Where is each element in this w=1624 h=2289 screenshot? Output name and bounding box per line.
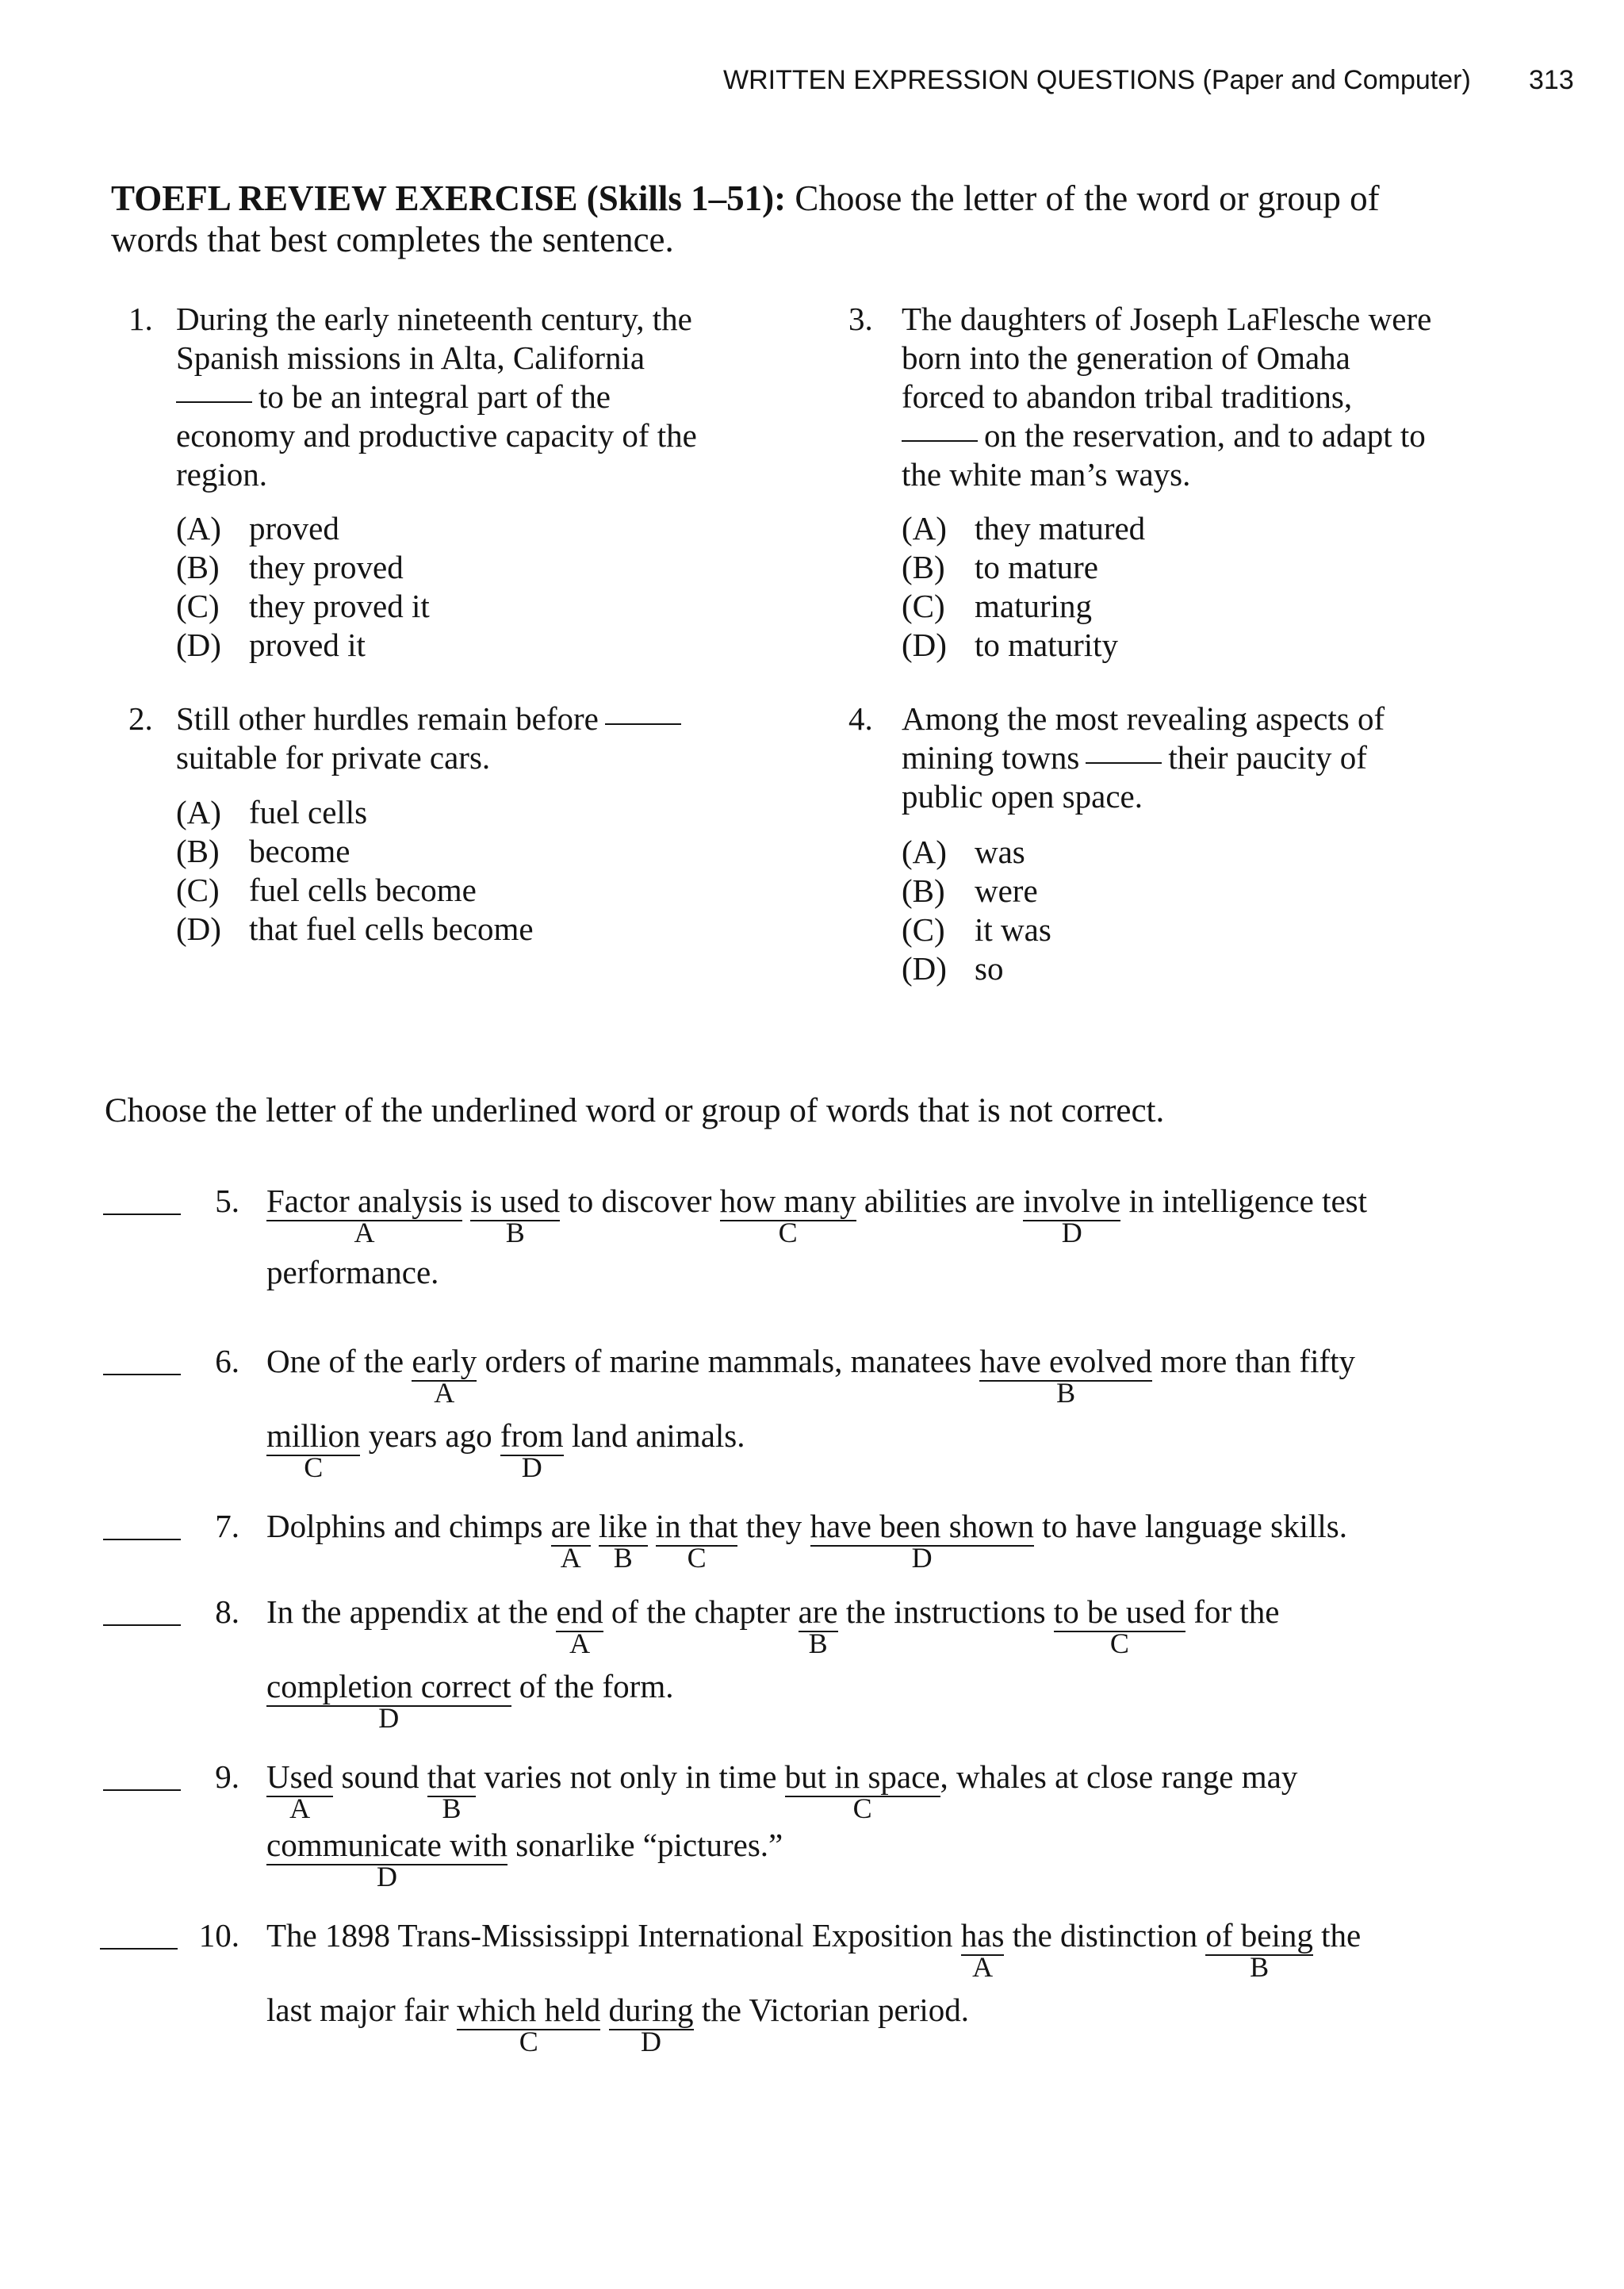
underlined-option-d[interactable]: from D (500, 1417, 564, 1483)
error-section-instruction: Choose the letter of the underlined word or group of words that is not correct. (105, 1092, 1165, 1129)
exercise-title-line2: words that best completes the sentence. (111, 220, 674, 259)
underlined-option-c[interactable]: in that C (655, 1508, 738, 1574)
question-4-number: 4. (848, 700, 873, 737)
answer-gap (605, 723, 681, 725)
underlined-option-d[interactable]: involve D (1023, 1183, 1121, 1248)
stem-line: born into the generation of Omaha (902, 339, 1350, 376)
underlined-option-c[interactable]: but in space C (784, 1758, 940, 1824)
answer-blank-10[interactable] (100, 1948, 178, 1950)
question-7-number: 7. (215, 1508, 239, 1544)
option-d[interactable]: (D) to maturity (902, 627, 1119, 663)
underlined-option-a[interactable]: has A (960, 1917, 1005, 1983)
stem-line: economy and productive capacity of the (176, 417, 697, 454)
question-9-line1: Used A sound that B varies not only in time but in space C , whales at close range may (266, 1758, 1298, 1824)
answer-gap (902, 440, 978, 442)
option-a[interactable]: (A) was (902, 834, 1025, 870)
answer-blank-7[interactable] (103, 1539, 181, 1540)
answer-gap (1086, 762, 1162, 764)
question-9-line2: communicate with D sonarlike “pictures.” (266, 1827, 783, 1892)
underlined-option-d[interactable]: completion correct D (266, 1668, 511, 1734)
stem-line: Among the most revealing aspects of (902, 700, 1385, 737)
underlined-option-a[interactable]: Factor analysis A (266, 1183, 463, 1248)
underlined-option-c[interactable]: how many C (719, 1183, 856, 1248)
question-1-number: 1. (128, 301, 153, 337)
underlined-option-b[interactable]: of being B (1205, 1917, 1313, 1983)
option-c[interactable]: (C) fuel cells become (176, 872, 477, 908)
question-1-stem (176, 300, 697, 494)
stem-line: Still other hurdles remain before (176, 700, 688, 738)
option-a[interactable]: (A) fuel cells (176, 794, 368, 830)
question-5-line1: Factor analysis A is used B to discover how many C abilities are involve D in intelligence test (266, 1183, 1368, 1248)
answer-blank-5[interactable] (103, 1214, 181, 1215)
answer-blank-9[interactable] (103, 1789, 181, 1791)
option-a[interactable]: (A) proved (176, 510, 339, 546)
exercise-title-bold: TOEFL REVIEW EXERCISE (Skills 1–51): (111, 178, 787, 218)
option-d[interactable]: (D) so (902, 950, 1004, 987)
option-c[interactable]: (C) maturing (902, 588, 1093, 624)
option-d[interactable]: (D) proved it (176, 627, 366, 663)
question-10-number: 10. (198, 1917, 239, 1954)
stem-line: region. (176, 456, 267, 493)
underlined-option-b[interactable]: like B (599, 1508, 648, 1574)
question-1-options (176, 509, 430, 665)
option-b[interactable]: (B) become (176, 833, 350, 869)
underlined-option-c[interactable]: which held C (457, 1992, 601, 2057)
question-8-line1: In the appendix at the end A of the chapter are B the instructions to be used C for the (266, 1593, 1280, 1659)
question-3-number: 3. (848, 301, 873, 337)
question-5-number: 5. (215, 1183, 239, 1219)
stem-line: During the early nineteenth century, the (176, 301, 692, 337)
underlined-option-a[interactable]: Used A (266, 1758, 334, 1824)
option-b[interactable]: (B) they proved (176, 549, 404, 585)
stem-line: The daughters of Joseph LaFlesche were (902, 301, 1432, 337)
answer-blank-8[interactable] (103, 1624, 181, 1626)
question-4-stem (902, 700, 1385, 816)
question-6-line1: One of the early A orders of marine mammals, manatees have evolved B more than fifty (266, 1343, 1356, 1409)
underlined-option-b[interactable]: is used B (470, 1183, 561, 1248)
option-b[interactable]: (B) were (902, 872, 1038, 909)
question-8-number: 8. (215, 1593, 239, 1630)
exercise-title (111, 179, 1380, 218)
stem-line: Spanish missions in Alta, California (176, 339, 645, 376)
page-number: 313 (1529, 65, 1574, 95)
option-d[interactable]: (D) that fuel cells become (176, 911, 534, 947)
underlined-option-c[interactable]: million C (266, 1417, 361, 1483)
underlined-option-b[interactable]: are B (798, 1593, 838, 1659)
answer-blank-6[interactable] (103, 1374, 181, 1375)
underlined-option-b[interactable]: have evolved B (979, 1343, 1152, 1409)
stem-line: the white man’s ways. (902, 456, 1191, 493)
question-8-line2: completion correct D of the form. (266, 1668, 674, 1734)
question-2-number: 2. (128, 700, 153, 737)
question-3-stem (902, 300, 1431, 494)
question-9-number: 9. (215, 1758, 239, 1795)
question-3-options (902, 509, 1145, 665)
underlined-option-a[interactable]: early A (412, 1343, 477, 1409)
stem-line: on the reservation, and to adapt to (902, 416, 1431, 455)
underlined-option-c[interactable]: to be used C (1053, 1593, 1186, 1659)
question-6-number: 6. (215, 1343, 239, 1379)
answer-gap (176, 401, 252, 403)
option-a[interactable]: (A) they matured (902, 510, 1146, 546)
underlined-option-d[interactable]: have been shown D (810, 1508, 1034, 1574)
question-2-options (176, 793, 534, 949)
option-c[interactable]: (C) they proved it (176, 588, 430, 624)
underlined-option-a[interactable]: end A (556, 1593, 603, 1659)
stem-line: mining towns their paucity of (902, 739, 1367, 776)
option-c[interactable]: (C) it was (902, 911, 1051, 948)
question-10-line1: The 1898 Trans-Mississippi International Exposition has A the distinction of being B the (266, 1917, 1362, 1983)
question-2-stem (176, 700, 688, 777)
stem-line: suitable for private cars. (176, 739, 491, 776)
stem-line: forced to abandon tribal traditions, (902, 378, 1353, 415)
underlined-option-a[interactable]: are A (550, 1508, 591, 1574)
exercise-title-rest: Choose the letter of the word or group of (786, 178, 1380, 218)
option-b[interactable]: (B) to mature (902, 549, 1098, 585)
question-7-line1: Dolphins and chimps are A like B in that C they have been shown D to have language skills. (266, 1508, 1347, 1574)
underlined-option-d[interactable]: communicate with D (266, 1827, 508, 1892)
question-6-line2: million C years ago from D land animals. (266, 1417, 745, 1483)
underlined-option-d[interactable]: during D (608, 1992, 694, 2057)
running-header-title: WRITTEN EXPRESSION QUESTIONS (Paper and Computer) (723, 65, 1471, 95)
stem-line: to be an integral part of the (176, 378, 697, 416)
question-5-line2: performance. (266, 1254, 439, 1290)
question-4-options (902, 833, 1051, 988)
stem-line: public open space. (902, 778, 1143, 815)
question-10-line2: last major fair which held C during D the Victorian period. (266, 1992, 970, 2057)
underlined-option-b[interactable]: that B (427, 1758, 477, 1824)
